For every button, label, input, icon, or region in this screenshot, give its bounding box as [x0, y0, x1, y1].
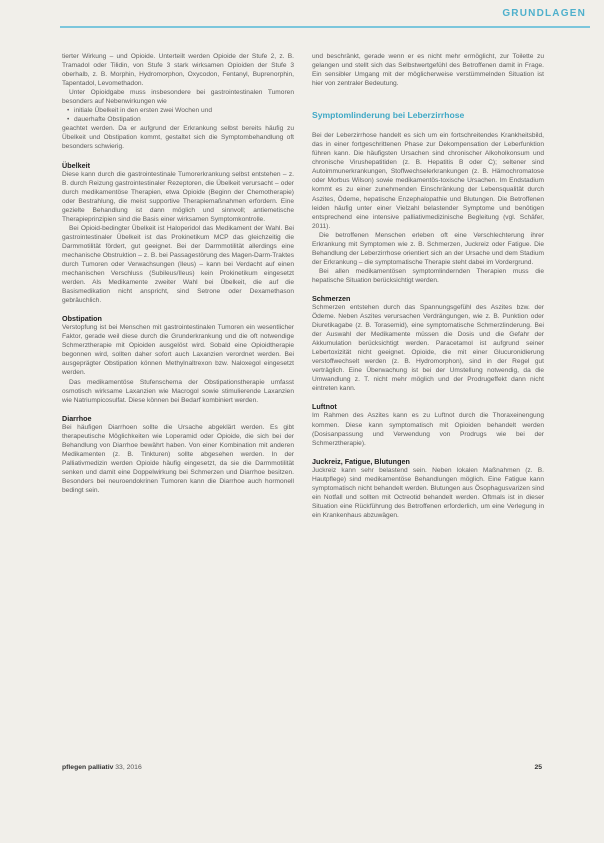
- paragraph: und beschränkt, gerade wenn er es nicht mehr ermöglicht, zur Toilette zu gelangen und stellt sich das Selbstwertgefühl des Betroffenen damit in Frage. Ein sensibler Umgang mit der möglicherweise verstümmelnden Situation ist hier von zentraler Bedeutung.: [312, 53, 544, 88]
- paragraph: geachtet werden. Da er aufgrund der Erkrankung selbst bereits häufig zu Übelkeit und Obstipation kommt, gestaltet sich die Symptombehandlung oft besonders schwierig.: [62, 125, 294, 151]
- right-column: [312, 52, 544, 520]
- paragraph: Unter Opioidgabe muss insbesondere bei gastrointestinalen Tumoren besonders auf Nebenwirkungen wie: [62, 89, 294, 106]
- section-heading-leberzirrhose: Symptomlinderung bei Leberzirrhose: [312, 110, 465, 121]
- paragraph: tierter Wirkung – und Opioide. Unterteilt werden Opioide der Stufe 2, z. B. Tramadol oder Tilidin, von Stufe 3 stark wirksamen Opioiden der Stufe 3 oberhalb, z. B. Morphin, Hydromorphon, Oxycodon, Fentanyl, Buprenorphin, Tapentadol, Levomethadon.: [62, 53, 294, 88]
- paragraph: Juckreiz kann sehr belastend sein. Neben lokalen Maßnahmen (z. B. Hautpflege) sind medikamentöse Behandlungen möglich. Eine Fatigue kann symptomatisch nicht behandelt werden. Blutungen aus Ösophagusvarizen sind ein Notfall und sollten mit Octreotid behandelt werden. Oftmals ist in dieser Situation eine Rückführung des Betroffenen erforderlich, um eine Verlegung in ein Krankenhaus abzuwägen.: [312, 466, 544, 519]
- paragraph: Die betroffenen Menschen erleben oft eine Verschlechterung ihrer Erkrankung mit Symptomen wie z. B. Schmerzen, Juckreiz oder Fatigue. Die Behandlung der Leberzirrhose orientiert sich an der Ursache und dem Stadium der Erkrankung – die symptomatische Therapie steht dabei im Vordergrund.: [312, 231, 544, 266]
- header-rule: [60, 26, 590, 28]
- footer-journal: [62, 764, 142, 771]
- side-effects-list: [62, 106, 294, 124]
- paragraph: Bei der Leberzirrhose handelt es sich um ein fortschreitendes Krankheitsbild, das in einer fortgeschrittenen Phase zur Dekompensation der Leberfunktion führen kann. Die häufigsten Ursachen sind chronischer Alkoholkonsum und chronische Virushepatitiden (z. B. Hepatitis B oder C); seltener sind Autoimmunerkrankungen, Stoffwechselerkrankungen (z. B. Hämochromatose oder Morbus Wilson) sowie medikamentös-toxische Ursachen. Im Endstadium kommt es zu einer zunehmenden Einschränkung der Lebensqualität durch Aszites, Ödeme, hepatische Enzephalopathie und Blutungen. Die Betroffenen leiden häufig unter einer Vielzahl belastender Symptome und benötigen entsprechend eine intensive palliativmedizinische Begleitung (vgl. Schäfer, 2011).: [312, 132, 544, 230]
- paragraph: Im Rahmen des Aszites kann es zu Luftnot durch die Thoraxeinengung kommen. Diese kann symptomatisch mit Opioiden behandelt werden (Dosisanpassung und Verwendung von Prodrugs wie bei der Schmerztherapie).: [312, 412, 544, 447]
- left-column: [62, 52, 294, 495]
- journal-name: pflegen palliativ: [62, 764, 114, 771]
- subheading-obstipation: Obstipation: [62, 314, 102, 324]
- subheading-luftnot: Luftnot: [312, 402, 337, 412]
- paragraph: Bei allen medikamentösen symptomlindernden Therapien muss die hepatische Situation berücksichtigt werden.: [312, 267, 544, 284]
- paragraph: Das medikamentöse Stufenschema der Obstipationstherapie umfasst osmotisch wirksame Laxanzien wie Macrogol sowie stimulierende Laxanzien wie Natriumpicosulfat. Diese können bei Bedarf kombiniert werden.: [62, 378, 294, 404]
- subheading-diarrhoe: Diarrhoe: [62, 413, 92, 423]
- page-number: 25: [534, 764, 542, 771]
- paragraph: Verstopfung ist bei Menschen mit gastrointestinalen Tumoren ein wesentlicher Faktor, gerade weil diese durch die Grunderkrankung und die oft notwendige Schmerztherapie mit Opioiden ausgelöst wird. Sobald eine Opioidtherapie begonnen wird, sollten daher sofort auch Laxanzien verordnet werden. Bei ausgeprägter Obstipation können Methylnaltrexon bzw. Naloxegol eingesetzt werden.: [62, 324, 294, 377]
- subheading-uebelkeit: Übelkeit: [62, 160, 90, 170]
- paragraph: Diese kann durch die gastrointestinale Tumorerkrankung selbst entstehen – z. B. durch Reizung gastrointestinaler Rezeptoren, die Übelkeit verursacht – oder durch medikamentöse Therapien, etwa Opioide (Beginn der Chemotherapie) oder Bestrahlung, die meist supportive Therapiemaßnahmen erfordern. Eine gezielte Behandlung ist dann möglich und sinnvoll; antiemetische Therapieprinzipien sind die Basis einer wirksamen Symptomkontrolle.: [62, 170, 294, 223]
- paragraph: Schmerzen entstehen durch das Spannungsgefühl des Aszites bzw. der Ödeme. Neben Aszites verursachen Verdrängungen, wie z. B. Punktion oder Diuretikagabe (z. B. Torasemid), eine symptomatische Schmerzlinderung. Bei der Auswahl der Medikamente müssen die Dosis und die Gefahr der Akkumulation berücksichtigt werden. Paracetamol ist aufgrund seiner Lebertoxizität nicht geeignet. Opioide, die mit einer Glucuronidierung verstoffwechselt werden (z. B. Hydromorphon), sind in der Regel gut verträglich. Eine Überwachung ist bei der Umstellung notwendig, da die Umwandlung z. T. nicht mehr möglich und der Prodrugeffekt dann nicht eintreten kann.: [312, 303, 544, 393]
- subheading-schmerzen: Schmerzen: [312, 293, 351, 303]
- section-label: GRUNDLAGEN: [502, 8, 586, 19]
- subheading-juckreiz: Juckreiz, Fatigue, Blutungen: [312, 456, 410, 466]
- paragraph: Bei Opioid-bedingter Übelkeit ist Haloperidol das Medikament der Wahl. Bei gastrointestinaler Übelkeit ist das Prokinetikum MCP das gleichzeitig die Darmmotilität fördert, gut geeignet. Bei der Darmmotilität allerdings eine mechanische Obstruktion – z. B. bei Passagestörung des Magen-Darm-Traktes durch Tumoren oder Verwachsungen (Ileus) – kann bei Verdacht auf einen mechanischen Verschluss (Subileus/Ileus) kein Prokinetikum eingesetzt werden. Als Medikamente zweiter Wahl bei Übelkeit, die auf die Basismedikation nicht anspricht, sind Setrone oder Dexamethason gebräuchlich.: [62, 224, 294, 305]
- journal-issue: 33, 2016: [115, 764, 142, 771]
- paragraph: Bei häufigen Diarrhoen sollte die Ursache abgeklärt werden. Es gibt therapeutische Möglichkeiten wie Loperamid oder Opioide, die sich bei der Behandlung von Diarrhoe bewährt haben. Von einer Kombination mit anderen Medikamenten (z. B. Tinkturen) sollte abgesehen werden. In der Palliativmedizin werden Opioide häufig eingesetzt, da sie die Darmmotilität senken und damit eine Doppelwirkung bei Schmerzen und Diarrhoe besitzen. Besonders bei neuroendokrinen Tumoren kann die Diarrhoe auch hormonell bedingt sein.: [62, 423, 294, 494]
- list-item: • initiale Übelkeit in den ersten zwei Wochen und: [74, 106, 294, 115]
- list-item: • dauerhafte Obstipation: [74, 115, 294, 124]
